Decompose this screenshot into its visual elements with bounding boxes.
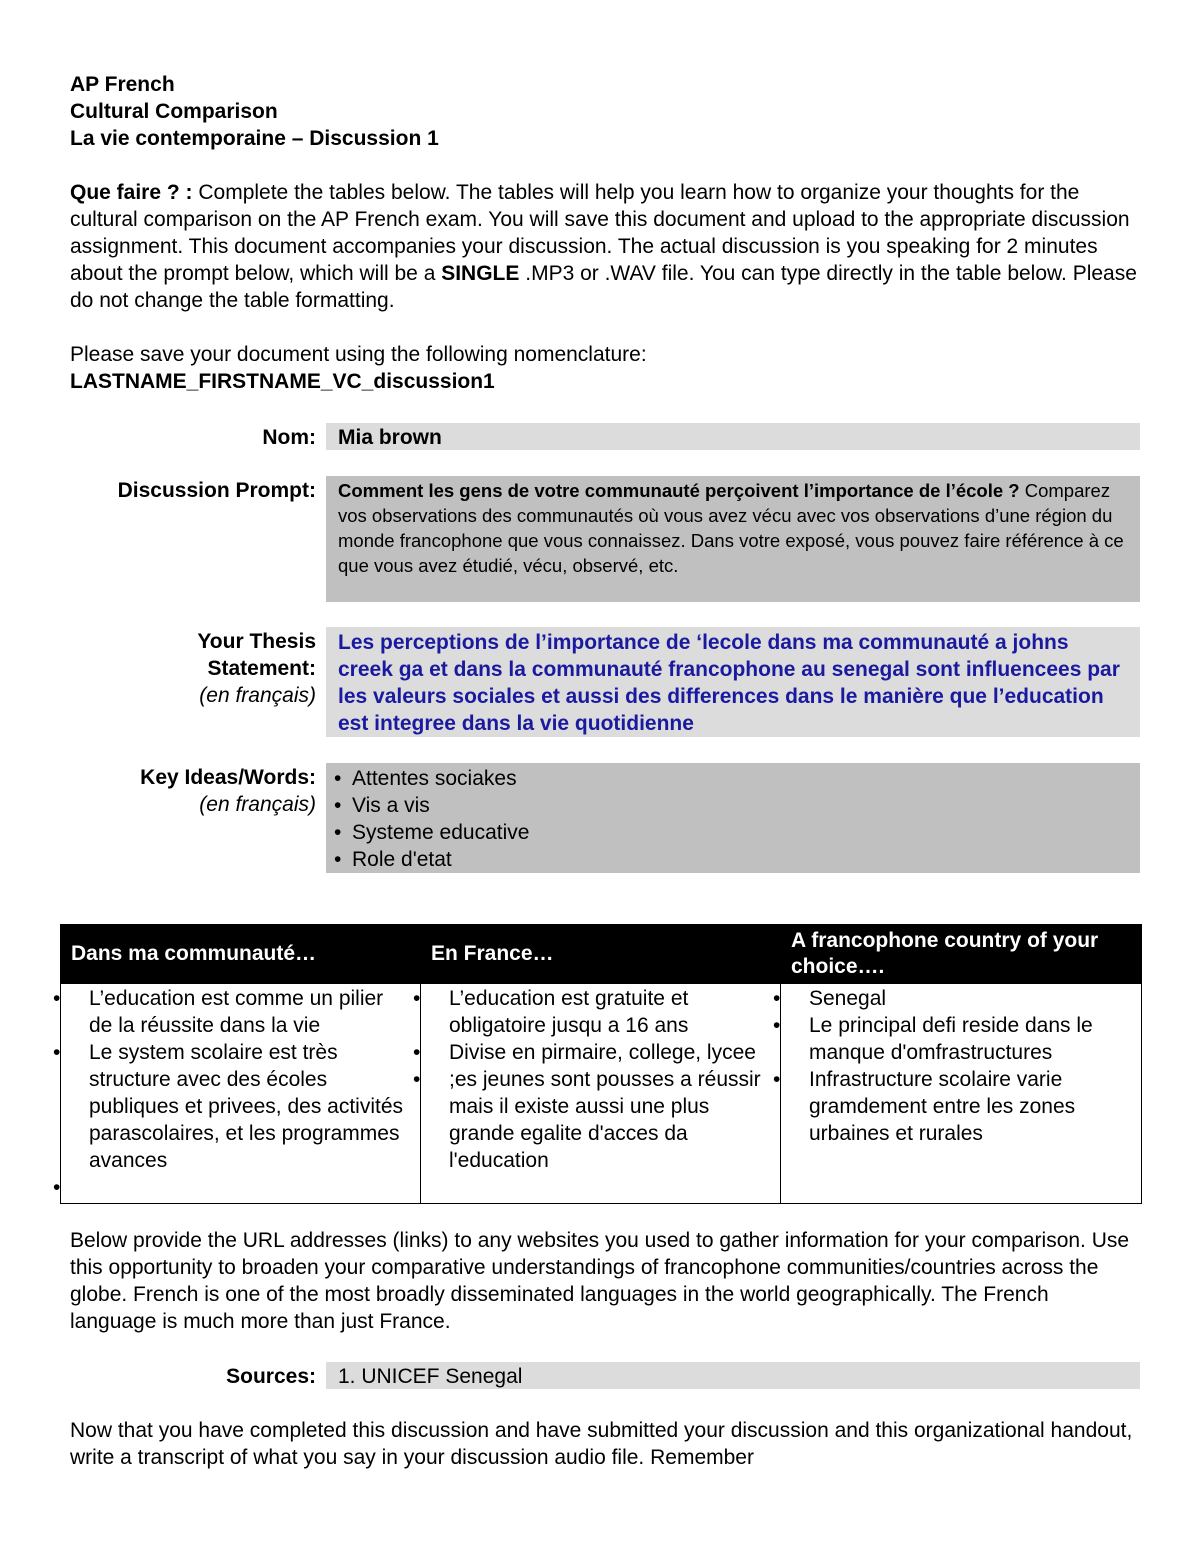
keys-field[interactable] [326, 763, 1140, 873]
document-body [70, 71, 1140, 395]
keys-label-sub: (en français) [199, 793, 316, 816]
list-item: • Le system scolaire est très structure avec des écoles publiques et privees, des activités parascolaires, et les programmes avances [71, 1039, 410, 1174]
closing-paragraph: Now that you have completed this discussion and have submitted your discussion and this organizational handout, write a transcript of what you say in your discussion audio file. Remember [70, 1419, 1133, 1469]
list-item: • Infrastructure scolaire varie gramdement entre les zones urbaines et rurales [791, 1066, 1131, 1147]
instructions-paragraph [70, 179, 1140, 314]
cell-francophone-country[interactable] [781, 984, 1142, 1204]
header-france: En France… [421, 925, 781, 984]
list-item [71, 1174, 410, 1201]
instructions-text-2: .MP3 or .WAV file. You can type directly in the table below. Please do not change the table formatting. [70, 262, 1137, 312]
sources-intro: Below provide the URL addresses (links) to any websites you used to gather information for your comparison. Use this opportunity to broaden your comparative understandings of francophone communities/countries across the globe. French is one of the most broadly disseminated languages in the world geographically. The French language is much more than just France. [70, 1229, 1130, 1333]
instructions-emphasis: SINGLE [441, 262, 520, 285]
cell-my-community[interactable] [61, 984, 421, 1204]
list-item: • Vis a vis [334, 792, 1140, 819]
table-row [61, 984, 1142, 1204]
doc-title-discussion: La vie contemporaine – Discussion 1 [70, 127, 439, 150]
list-item: • Role d'etat [334, 846, 1140, 873]
thesis-label-sub: (en français) [199, 684, 316, 707]
nom-label: Nom: [262, 426, 316, 449]
table-header-row [61, 925, 1142, 984]
thesis-field[interactable]: Les perceptions de l’importance de ‘lecole dans ma communauté a johns creek ga et dans la communauté francophone au senegal sont influencees par les valeurs sociales et aussi des differences dans le manière que l’education est integree dans la vie quotidienne [326, 627, 1140, 737]
list-item: • L’education est comme un pilier de la réussite dans la vie [71, 985, 410, 1039]
doc-title-course: AP French [70, 73, 175, 96]
thesis-label-line1: Your Thesis [197, 630, 316, 653]
prompt-field [326, 476, 1140, 602]
thesis-label-line2: Statement: [207, 657, 316, 680]
prompt-label: Discussion Prompt: [117, 479, 316, 502]
prompt-instructions: Comparez vos observations des communautés où vous avez vécu avec vos observations d’une région du monde francophone que vous connaissez. Dans votre exposé, vous pouvez faire référence à ce que vous avez étudié, vécu, observé, etc. [338, 480, 1124, 576]
sources-field[interactable]: 1. UNICEF Senegal [326, 1362, 1140, 1389]
list-item: • Systeme educative [334, 819, 1140, 846]
list-item: • Divise en pirmaire, college, lycee [431, 1039, 770, 1066]
list-item: • Attentes sociakes [334, 765, 1140, 792]
list-item: • L’education est gratuite et obligatoire jusqu a 16 ans [431, 985, 770, 1039]
naming-intro: Please save your document using the following nomenclature: [70, 343, 647, 366]
keys-list [326, 763, 1140, 873]
cell-france[interactable] [421, 984, 781, 1204]
instructions-text-1: Complete the tables below. The tables will help you learn how to organize your thoughts for the cultural comparison on the AP French exam. You will save this document and upload to the appropriate discussion assignment. This document accompanies your discussion. The actual discussion is you speaking for 2 minutes about the prompt below, which will be a [70, 181, 1130, 285]
naming-pattern: LASTNAME_FIRSTNAME_VC_discussion1 [70, 370, 495, 393]
prompt-question: Comment les gens de votre communauté perçoivent l’importance de l’école ? [338, 480, 1020, 501]
francophone-country-list [791, 985, 1131, 1147]
keys-label [70, 764, 316, 818]
list-item: • ;es jeunes sont pousses a réussir mais il existe aussi une plus grande egalite d'acces da l'education [431, 1066, 770, 1174]
list-item: • Senegal [791, 985, 1131, 1012]
my-community-list [71, 985, 410, 1201]
header-francophone-country: A francophone country of your choice…. [781, 925, 1142, 984]
header-my-community: Dans ma communauté… [61, 925, 421, 984]
list-item: • Le principal defi reside dans le manque d'omfrastructures [791, 1012, 1131, 1066]
sources-label: Sources: [226, 1365, 316, 1388]
comparison-table [60, 924, 1142, 1204]
instructions-lead: Que faire ? : [70, 181, 193, 204]
keys-label-main: Key Ideas/Words: [140, 766, 316, 789]
doc-title-section: Cultural Comparison [70, 100, 278, 123]
thesis-label [70, 628, 316, 709]
france-list [431, 985, 770, 1174]
nom-field[interactable]: Mia brown [326, 423, 1140, 450]
